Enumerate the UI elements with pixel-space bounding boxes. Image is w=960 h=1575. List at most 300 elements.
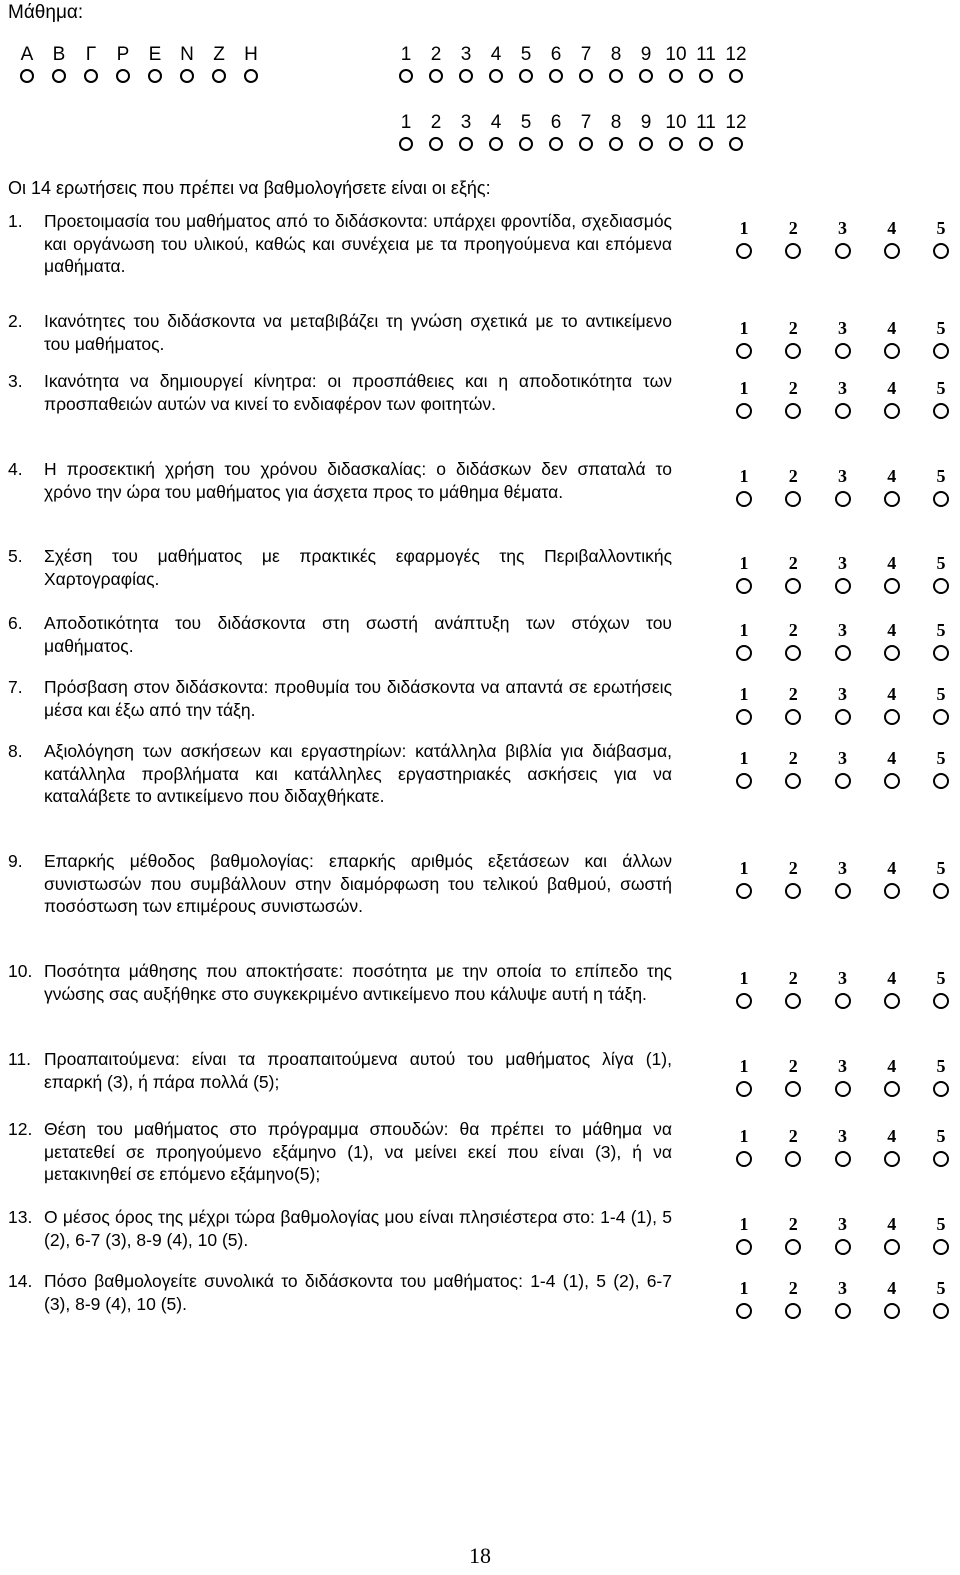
radio-circle[interactable]: [429, 69, 443, 83]
rating-radio-circle[interactable]: [884, 773, 900, 789]
rating-option[interactable]: [829, 1126, 857, 1167]
question-text: Ποσότητα μάθησης που αποκτήσατε: ποσότητα με την οποία το επίπεδο της γνώσης σας αυξήθηκε στο συγκεκριμένο αντικείμενο που κάλυψε αυτή η τάξη.: [44, 961, 672, 1004]
rating-radio-circle[interactable]: [933, 1239, 949, 1255]
radio-circle[interactable]: [489, 69, 503, 83]
number-row-1-option[interactable]: [514, 44, 538, 83]
rating-option[interactable]: [730, 748, 758, 789]
question-number: 12.: [8, 1119, 33, 1139]
rating-label: 5: [936, 378, 946, 398]
radio-circle[interactable]: [84, 69, 98, 83]
rating-radio-circle[interactable]: [736, 993, 752, 1009]
rating-radio-circle[interactable]: [736, 883, 752, 899]
radio-circle[interactable]: [459, 69, 473, 83]
rating-option[interactable]: [779, 466, 807, 507]
rating-label: 4: [887, 858, 897, 878]
section-label: Ζ: [213, 44, 225, 65]
radio-circle[interactable]: [399, 69, 413, 83]
rating-option[interactable]: [927, 466, 955, 507]
radio-circle[interactable]: [20, 69, 34, 83]
rating-radio-circle[interactable]: [884, 883, 900, 899]
rating-radio-circle[interactable]: [835, 773, 851, 789]
rating-radio-circle[interactable]: [835, 243, 851, 259]
rating-label: 1: [739, 684, 749, 704]
rating-radio-circle[interactable]: [835, 343, 851, 359]
rating-option[interactable]: [829, 858, 857, 899]
number-row-1-option[interactable]: [454, 44, 478, 83]
number-row-2-option[interactable]: [484, 112, 508, 151]
rating-radio-circle[interactable]: [884, 709, 900, 725]
number-row-2-label: 11: [696, 112, 716, 133]
rating-option[interactable]: [829, 1214, 857, 1255]
radio-circle[interactable]: [148, 69, 162, 83]
rating-option[interactable]: [878, 378, 906, 419]
rating-option[interactable]: [829, 684, 857, 725]
number-row-1-option[interactable]: [544, 44, 568, 83]
radio-circle[interactable]: [639, 137, 653, 151]
rating-radio-circle[interactable]: [933, 773, 949, 789]
rating-option[interactable]: [927, 553, 955, 594]
radio-circle[interactable]: [549, 69, 563, 83]
rating-radio-circle[interactable]: [884, 1239, 900, 1255]
rating-radio-circle[interactable]: [835, 1151, 851, 1167]
section-option[interactable]: [144, 44, 166, 83]
question-item: [8, 1206, 672, 1251]
section-label: Η: [244, 44, 258, 65]
rating-radio-circle[interactable]: [933, 883, 949, 899]
number-row-1-label: 12: [725, 44, 747, 65]
rating-radio-circle[interactable]: [785, 709, 801, 725]
rating-option[interactable]: [829, 466, 857, 507]
section-option[interactable]: [16, 44, 38, 83]
rating-option[interactable]: [927, 1214, 955, 1255]
rating-label: 1: [739, 318, 749, 338]
rating-radio-circle[interactable]: [785, 491, 801, 507]
question-number: 8.: [8, 741, 23, 761]
number-selector-row-2: [394, 112, 748, 151]
number-row-2-label: 7: [580, 112, 592, 133]
radio-circle[interactable]: [459, 137, 473, 151]
number-row-1-option[interactable]: [574, 44, 598, 83]
question-text: Ικανότητες του διδάσκοντα να μεταβιβάζει τη γνώση σχετικά με το αντικείμενο του μαθήματος.: [44, 311, 672, 354]
rating-option[interactable]: [878, 318, 906, 359]
rating-radio-circle[interactable]: [884, 403, 900, 419]
number-selector-row-1: [394, 44, 748, 83]
rating-radio-circle[interactable]: [933, 1303, 949, 1319]
rating-option[interactable]: [730, 1126, 758, 1167]
rating-label: 3: [838, 378, 847, 398]
rating-radio-circle[interactable]: [736, 709, 752, 725]
rating-option[interactable]: [878, 466, 906, 507]
rating-label: 2: [788, 858, 798, 878]
question-item: [8, 850, 672, 918]
section-option[interactable]: [48, 44, 70, 83]
rating-radio-circle[interactable]: [933, 993, 949, 1009]
subject-label: Μάθημα:: [8, 2, 84, 23]
rating-option[interactable]: [927, 748, 955, 789]
number-row-1-option[interactable]: [664, 44, 688, 83]
rating-label: 5: [936, 1214, 946, 1234]
rating-option[interactable]: [878, 1056, 906, 1097]
number-row-1-option[interactable]: [694, 44, 718, 83]
rating-radio-circle[interactable]: [785, 1081, 801, 1097]
rating-radio-circle[interactable]: [835, 1239, 851, 1255]
question-number: 9.: [8, 851, 23, 871]
rating-label: 5: [936, 748, 946, 768]
number-row-2-option[interactable]: [514, 112, 538, 151]
rating-option[interactable]: [730, 968, 758, 1009]
rating-option[interactable]: [779, 378, 807, 419]
rating-option[interactable]: [730, 466, 758, 507]
rating-radio-circle[interactable]: [785, 1239, 801, 1255]
radio-circle[interactable]: [729, 137, 743, 151]
rating-radio-circle[interactable]: [785, 645, 801, 661]
number-row-2-option[interactable]: [604, 112, 628, 151]
radio-circle[interactable]: [399, 137, 413, 151]
rating-label: 5: [936, 1056, 946, 1076]
rating-radio-circle[interactable]: [884, 645, 900, 661]
rating-label: 5: [936, 1126, 946, 1146]
rating-option[interactable]: [927, 378, 955, 419]
rating-option[interactable]: [878, 858, 906, 899]
rating-radio-circle[interactable]: [884, 1303, 900, 1319]
radio-circle[interactable]: [729, 69, 743, 83]
number-row-2-option[interactable]: [724, 112, 748, 151]
rating-label: 5: [936, 318, 946, 338]
question-item: [8, 1118, 672, 1186]
rating-option[interactable]: [927, 218, 955, 259]
question-item: [8, 458, 672, 503]
number-row-2-label: 5: [520, 112, 532, 133]
number-row-2-label: 8: [610, 112, 622, 133]
rating-radio-circle[interactable]: [884, 993, 900, 1009]
rating-radio-circle[interactable]: [736, 578, 752, 594]
rating-radio-circle[interactable]: [933, 343, 949, 359]
rating-radio-circle[interactable]: [736, 1303, 752, 1319]
rating-option[interactable]: [878, 1278, 906, 1319]
number-row-1-option[interactable]: [634, 44, 658, 83]
number-row-1-option[interactable]: [424, 44, 448, 83]
rating-radio-circle[interactable]: [884, 491, 900, 507]
rating-scale: [730, 318, 955, 359]
radio-circle[interactable]: [549, 137, 563, 151]
rating-option[interactable]: [779, 1056, 807, 1097]
rating-option[interactable]: [927, 968, 955, 1009]
rating-radio-circle[interactable]: [785, 1303, 801, 1319]
radio-circle[interactable]: [609, 137, 623, 151]
radio-circle[interactable]: [519, 137, 533, 151]
number-row-1-option[interactable]: [604, 44, 628, 83]
rating-option[interactable]: [779, 968, 807, 1009]
question-number: 1.: [8, 211, 23, 231]
rating-label: 2: [788, 378, 798, 398]
rating-radio-circle[interactable]: [785, 243, 801, 259]
rating-radio-circle[interactable]: [835, 1081, 851, 1097]
radio-circle[interactable]: [609, 69, 623, 83]
radio-circle[interactable]: [669, 137, 683, 151]
rating-radio-circle[interactable]: [884, 578, 900, 594]
question-number: 5.: [8, 546, 23, 566]
rating-scale: [730, 553, 955, 594]
section-option[interactable]: [80, 44, 102, 83]
rating-radio-circle[interactable]: [736, 1081, 752, 1097]
number-row-1-option[interactable]: [484, 44, 508, 83]
number-row-2-option[interactable]: [454, 112, 478, 151]
rating-label: 2: [788, 553, 798, 573]
rating-radio-circle[interactable]: [835, 645, 851, 661]
rating-radio-circle[interactable]: [884, 343, 900, 359]
rating-option[interactable]: [779, 1126, 807, 1167]
section-option[interactable]: [176, 44, 198, 83]
rating-radio-circle[interactable]: [933, 1151, 949, 1167]
rating-label: 4: [887, 748, 897, 768]
rating-label: 2: [788, 1214, 798, 1234]
rating-option[interactable]: [779, 318, 807, 359]
rating-radio-circle[interactable]: [933, 403, 949, 419]
rating-label: 2: [788, 968, 798, 988]
rating-radio-circle[interactable]: [736, 491, 752, 507]
rating-option[interactable]: [927, 1278, 955, 1319]
rating-option[interactable]: [927, 858, 955, 899]
rating-scale: [730, 1278, 955, 1319]
number-row-2-option[interactable]: [544, 112, 568, 151]
rating-scale: [730, 1214, 955, 1255]
number-row-1-option[interactable]: [724, 44, 748, 83]
number-row-2-option[interactable]: [634, 112, 658, 151]
rating-label: 5: [936, 553, 946, 573]
rating-option[interactable]: [878, 1214, 906, 1255]
number-row-1-label: 7: [580, 44, 592, 65]
rating-radio-circle[interactable]: [736, 243, 752, 259]
rating-scale: [730, 858, 955, 899]
number-row-2-option[interactable]: [424, 112, 448, 151]
rating-label: 3: [838, 466, 847, 486]
rating-radio-circle[interactable]: [835, 993, 851, 1009]
rating-option[interactable]: [878, 1126, 906, 1167]
rating-label: 1: [739, 858, 749, 878]
number-row-2-option[interactable]: [694, 112, 718, 151]
question-item: [8, 545, 672, 590]
rating-label: 3: [838, 1126, 847, 1146]
number-row-1-label: 10: [665, 44, 687, 65]
rating-label: 1: [739, 1056, 749, 1076]
rating-option[interactable]: [878, 620, 906, 661]
rating-option[interactable]: [829, 1056, 857, 1097]
rating-option[interactable]: [878, 684, 906, 725]
rating-option[interactable]: [878, 968, 906, 1009]
rating-label: 3: [838, 968, 847, 988]
number-row-2-label: 3: [460, 112, 472, 133]
number-row-2-option[interactable]: [664, 112, 688, 151]
rating-option[interactable]: [927, 1126, 955, 1167]
rating-scale: [730, 620, 955, 661]
rating-option[interactable]: [829, 968, 857, 1009]
question-text: Πόσο βαθμολογείτε συνολικά το διδάσκοντα του μαθήματος: 1-4 (1), 5 (2), 6-7 (3), 8-9 (4), 10 (5).: [44, 1271, 672, 1314]
rating-radio-circle[interactable]: [933, 645, 949, 661]
rating-option[interactable]: [730, 1056, 758, 1097]
rating-radio-circle[interactable]: [736, 645, 752, 661]
rating-radio-circle[interactable]: [785, 1151, 801, 1167]
rating-option[interactable]: [878, 748, 906, 789]
rating-radio-circle[interactable]: [736, 343, 752, 359]
number-row-1-label: 6: [550, 44, 562, 65]
question-number: 10.: [8, 961, 33, 981]
rating-label: 2: [788, 748, 798, 768]
rating-label: 4: [887, 378, 897, 398]
rating-option[interactable]: [779, 620, 807, 661]
rating-option[interactable]: [730, 1278, 758, 1319]
rating-option[interactable]: [829, 553, 857, 594]
rating-label: 4: [887, 318, 897, 338]
rating-option[interactable]: [829, 748, 857, 789]
radio-circle[interactable]: [244, 69, 258, 83]
number-row-2-label: 2: [430, 112, 442, 133]
section-option[interactable]: [240, 44, 262, 83]
rating-radio-circle[interactable]: [736, 1239, 752, 1255]
radio-circle[interactable]: [519, 69, 533, 83]
radio-circle[interactable]: [429, 137, 443, 151]
rating-radio-circle[interactable]: [835, 403, 851, 419]
question-item: [8, 612, 672, 657]
rating-radio-circle[interactable]: [785, 773, 801, 789]
rating-radio-circle[interactable]: [884, 1081, 900, 1097]
question-text: Η προσεκτική χρήση του χρόνου διδασκαλίας: ο διδάσκων δεν σπαταλά το χρόνο την ώρα του μαθήματος για άσχετα προς το μάθημα θέματα.: [44, 459, 672, 502]
section-option[interactable]: [112, 44, 134, 83]
rating-label: 1: [739, 466, 749, 486]
radio-circle[interactable]: [579, 69, 593, 83]
rating-label: 5: [936, 466, 946, 486]
radio-circle[interactable]: [116, 69, 130, 83]
rating-option[interactable]: [779, 684, 807, 725]
rating-radio-circle[interactable]: [835, 883, 851, 899]
rating-option[interactable]: [779, 1278, 807, 1319]
rating-radio-circle[interactable]: [933, 491, 949, 507]
rating-radio-circle[interactable]: [933, 578, 949, 594]
rating-radio-circle[interactable]: [785, 578, 801, 594]
rating-label: 4: [887, 1056, 897, 1076]
radio-circle[interactable]: [639, 69, 653, 83]
rating-option[interactable]: [730, 218, 758, 259]
rating-option[interactable]: [730, 378, 758, 419]
rating-option[interactable]: [829, 318, 857, 359]
rating-option[interactable]: [730, 1214, 758, 1255]
rating-label: 1: [739, 1278, 749, 1298]
rating-label: 4: [887, 553, 897, 573]
rating-label: 3: [838, 858, 847, 878]
radio-circle[interactable]: [52, 69, 66, 83]
rating-option[interactable]: [730, 553, 758, 594]
rating-option[interactable]: [779, 858, 807, 899]
number-row-1-option[interactable]: [394, 44, 418, 83]
section-option[interactable]: [208, 44, 230, 83]
rating-radio-circle[interactable]: [835, 1303, 851, 1319]
rating-option[interactable]: [829, 620, 857, 661]
rating-option[interactable]: [829, 378, 857, 419]
rating-scale: [730, 1056, 955, 1097]
rating-radio-circle[interactable]: [785, 403, 801, 419]
rating-radio-circle[interactable]: [933, 243, 949, 259]
rating-option[interactable]: [730, 318, 758, 359]
rating-option[interactable]: [829, 218, 857, 259]
section-label: Ν: [180, 44, 194, 65]
rating-radio-circle[interactable]: [835, 491, 851, 507]
rating-option[interactable]: [779, 748, 807, 789]
rating-option[interactable]: [927, 684, 955, 725]
question-number: 13.: [8, 1207, 33, 1227]
number-row-1-label: 9: [640, 44, 652, 65]
rating-option[interactable]: [927, 1056, 955, 1097]
rating-option[interactable]: [730, 858, 758, 899]
rating-radio-circle[interactable]: [736, 773, 752, 789]
rating-label: 5: [936, 218, 946, 238]
rating-label: 4: [887, 1214, 897, 1234]
rating-option[interactable]: [779, 218, 807, 259]
question-text: Προαπαιτούμενα: είναι τα προαπαιτούμενα αυτού του μαθήματος λίγα (1), επαρκή (3), ή πάρα πολλά (5);: [44, 1049, 672, 1092]
rating-label: 1: [739, 748, 749, 768]
rating-label: 5: [936, 1278, 946, 1298]
rating-scale: [730, 968, 955, 1009]
radio-circle[interactable]: [579, 137, 593, 151]
question-number: 2.: [8, 311, 23, 331]
question-text: Ο μέσος όρος της μέχρι τώρα βαθμολογίας μου είναι πλησιέστερα στο: 1-4 (1), 5 (2), 6-7 (3), 8-9 (4), 10 (5).: [44, 1207, 672, 1250]
question-item: [8, 1048, 672, 1093]
rating-radio-circle[interactable]: [785, 883, 801, 899]
rating-radio-circle[interactable]: [736, 1151, 752, 1167]
rating-option[interactable]: [730, 684, 758, 725]
radio-circle[interactable]: [180, 69, 194, 83]
radio-circle[interactable]: [669, 69, 683, 83]
rating-radio-circle[interactable]: [736, 403, 752, 419]
rating-option[interactable]: [829, 1278, 857, 1319]
rating-radio-circle[interactable]: [835, 578, 851, 594]
number-row-2-label: 6: [550, 112, 562, 133]
radio-circle[interactable]: [699, 137, 713, 151]
rating-radio-circle[interactable]: [785, 993, 801, 1009]
rating-radio-circle[interactable]: [884, 243, 900, 259]
rating-option[interactable]: [927, 318, 955, 359]
rating-option[interactable]: [779, 1214, 807, 1255]
radio-circle[interactable]: [212, 69, 226, 83]
rating-label: 4: [887, 466, 897, 486]
section-label: Ε: [148, 44, 162, 65]
rating-label: 2: [788, 1056, 798, 1076]
rating-scale: [730, 748, 955, 789]
radio-circle[interactable]: [489, 137, 503, 151]
rating-label: 2: [788, 318, 798, 338]
rating-radio-circle[interactable]: [835, 709, 851, 725]
rating-label: 4: [887, 968, 897, 988]
rating-label: 3: [838, 620, 847, 640]
rating-radio-circle[interactable]: [933, 709, 949, 725]
rating-label: 1: [739, 620, 749, 640]
question-number: 4.: [8, 459, 23, 479]
rating-option[interactable]: [927, 620, 955, 661]
rating-option[interactable]: [878, 218, 906, 259]
rating-option[interactable]: [878, 553, 906, 594]
number-row-1-label: 8: [610, 44, 622, 65]
rating-radio-circle[interactable]: [933, 1081, 949, 1097]
number-row-2-option[interactable]: [574, 112, 598, 151]
rating-option[interactable]: [779, 553, 807, 594]
radio-circle[interactable]: [699, 69, 713, 83]
rating-radio-circle[interactable]: [785, 343, 801, 359]
rating-label: 3: [838, 318, 847, 338]
rating-scale: [730, 466, 955, 507]
rating-option[interactable]: [730, 620, 758, 661]
rating-scale: [730, 378, 955, 419]
number-row-2-label: 1: [400, 112, 412, 133]
number-row-2-option[interactable]: [394, 112, 418, 151]
rating-radio-circle[interactable]: [884, 1151, 900, 1167]
